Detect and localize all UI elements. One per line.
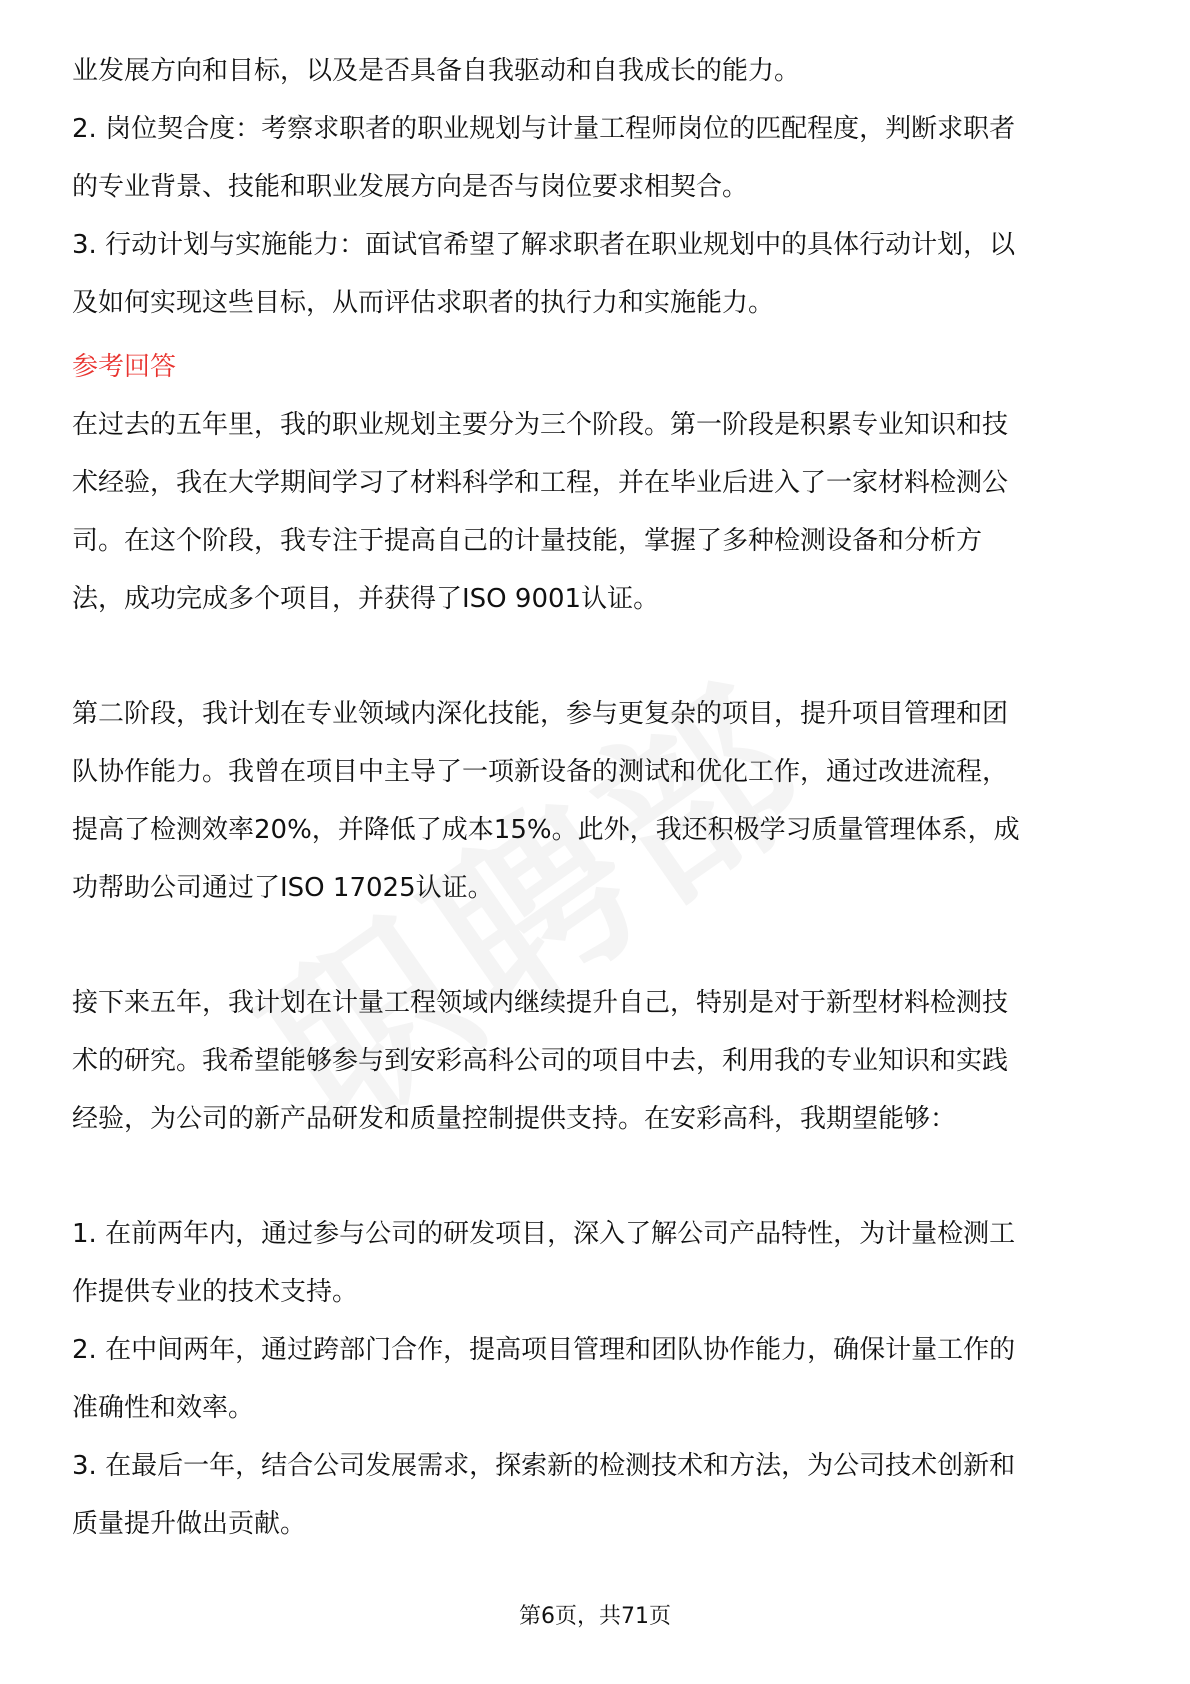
text-line: 法，成功完成多个项目，并获得了ISO 9001认证。 xyxy=(72,584,660,614)
text-line: 3. 行动计划与实施能力：面试官希望了解求职者在职业规划中的具体行动计划，以 xyxy=(72,230,1016,260)
text-line: 3. 在最后一年，结合公司发展需求，探索新的检测技术和方法，为公司技术创新和 xyxy=(72,1451,1016,1481)
text-line: 功帮助公司通过了ISO 17025认证。 xyxy=(72,873,494,903)
paragraph-gap xyxy=(72,917,1122,974)
paragraph-2 xyxy=(72,685,1122,917)
text-line: 术经验，我在大学期间学习了材料科学和工程，并在毕业后进入了一家材料检测公 xyxy=(72,468,1009,498)
section-heading: 参考回答 xyxy=(72,352,177,382)
page-number: 第6页，共71页 xyxy=(519,1604,671,1629)
plan-list xyxy=(72,1205,1122,1553)
paragraph-gap xyxy=(72,628,1122,685)
top-list xyxy=(72,42,1122,332)
text-line: 术的研究。我希望能够参与到安彩高科公司的项目中去，利用我的专业知识和实践 xyxy=(72,1046,1009,1076)
text-line: 司。在这个阶段，我专注于提高自己的计量技能，掌握了多种检测设备和分析方 xyxy=(72,526,983,556)
paragraph-gap xyxy=(72,1148,1122,1205)
paragraph-1 xyxy=(72,396,1122,628)
text-line: 业发展方向和目标，以及是否具备自我驱动和自我成长的能力。 xyxy=(72,56,801,86)
text-line: 接下来五年，我计划在计量工程领域内继续提升自己，特别是对于新型材料检测技 xyxy=(72,988,1009,1018)
text-line: 准确性和效率。 xyxy=(72,1393,255,1423)
text-line: 及如何实现这些目标，从而评估求职者的执行力和实施能力。 xyxy=(72,288,775,318)
text-line: 在过去的五年里，我的职业规划主要分为三个阶段。第一阶段是积累专业知识和技 xyxy=(72,410,1009,440)
text-line: 的专业背景、技能和职业发展方向是否与岗位要求相契合。 xyxy=(72,172,749,202)
text-line: 2. 在中间两年，通过跨部门合作，提高项目管理和团队协作能力，确保计量工作的 xyxy=(72,1335,1016,1365)
text-line: 质量提升做出贡献。 xyxy=(72,1509,307,1539)
text-line: 1. 在前两年内，通过参与公司的研发项目，深入了解公司产品特性，为计量检测工 xyxy=(72,1219,1016,1249)
paragraph-3 xyxy=(72,974,1122,1148)
document-body xyxy=(72,42,1122,1553)
text-line: 第二阶段，我计划在专业领域内深化技能，参与更复杂的项目，提升项目管理和团 xyxy=(72,699,1009,729)
text-line: 经验，为公司的新产品研发和质量控制提供支持。在安彩高科，我期望能够： xyxy=(72,1104,957,1134)
text-line: 提高了检测效率20%，并降低了成本15%。此外，我还积极学习质量管理体系，成 xyxy=(72,815,1020,845)
text-line: 2. 岗位契合度：考察求职者的职业规划与计量工程师岗位的匹配程度，判断求职者 xyxy=(72,114,1016,144)
text-line: 队协作能力。我曾在项目中主导了一项新设备的测试和优化工作，通过改进流程， xyxy=(72,757,1009,787)
text-line: 作提供专业的技术支持。 xyxy=(72,1277,359,1307)
